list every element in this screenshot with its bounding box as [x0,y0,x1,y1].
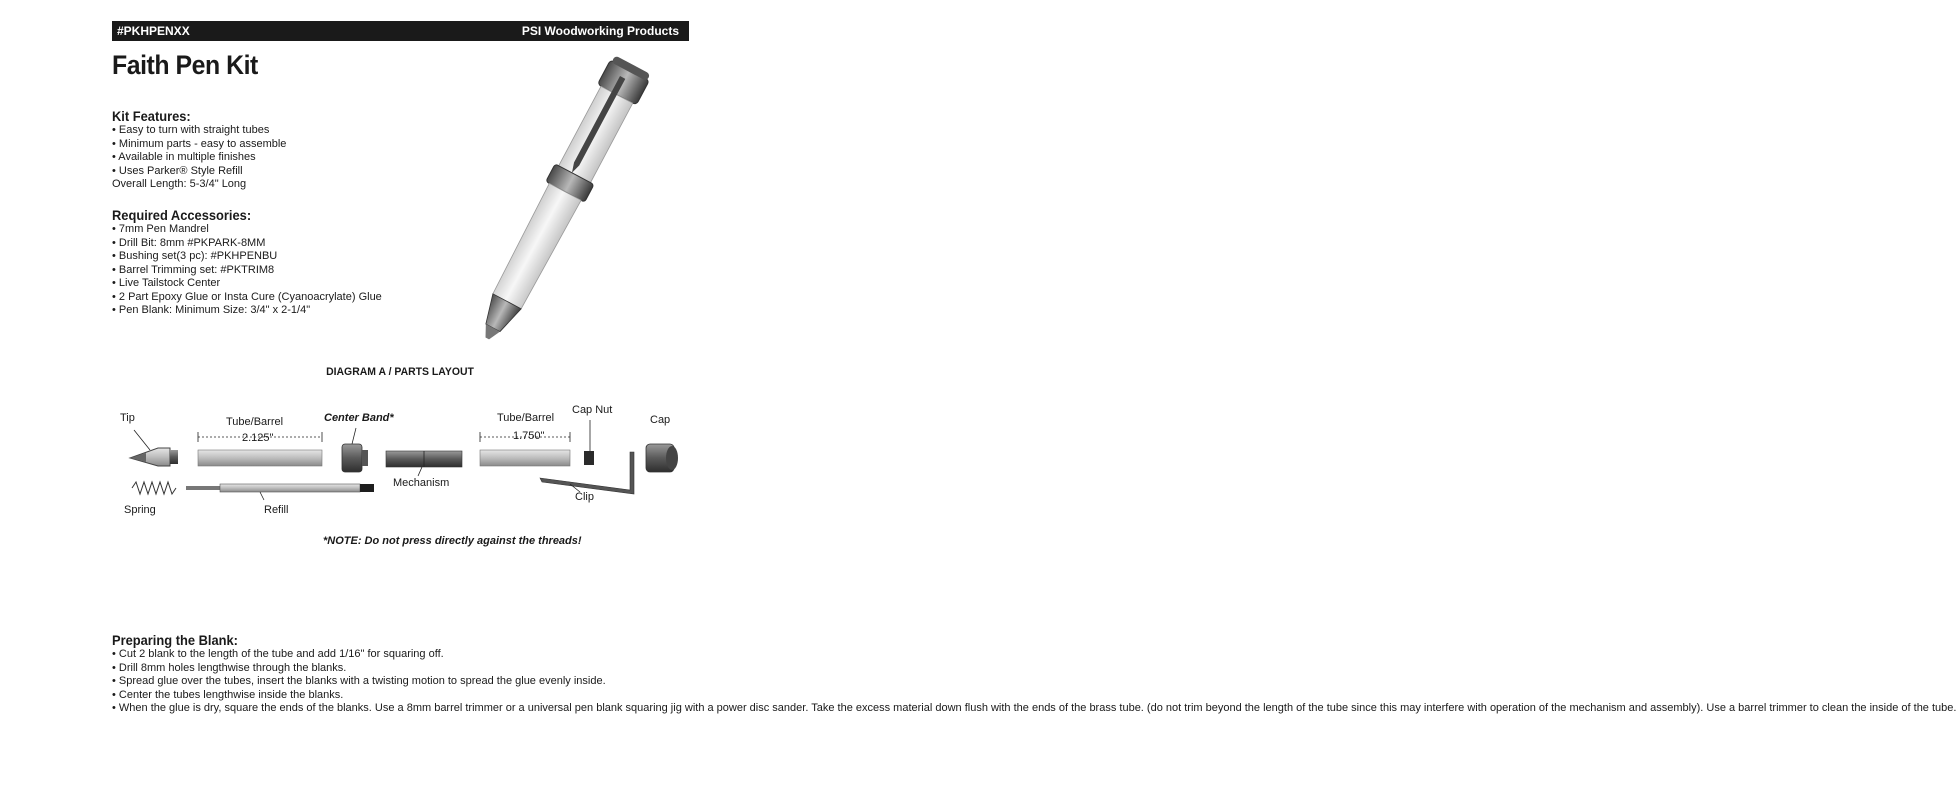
list-item: • Center the tubes lengthwise inside the blanks. [112,688,344,701]
list-item: • Available in multiple finishes [112,151,256,163]
list-item: • Drill Bit: 8mm #PKPARK-8MM [112,236,266,249]
list-item: • 2 Part Epoxy Glue or Insta Cure (Cyanoacrylate) Glue [112,290,382,303]
list-item: • Pen Blank: Minimum Size: 3/4" x 2-1/4" [112,304,311,316]
list-item: • Barrel Trimming set: #PKTRIM8 [112,263,275,276]
label-spring: Spring [124,504,156,516]
list-item: • Easy to turn with straight tubes [112,124,270,136]
brand-name: PSI Woodworking Products [521,24,679,38]
list-item: • 7mm Pen Mandrel [112,223,209,235]
list-item: • Cut 2 blank to the length of the tube and add 1/16" for squaring off. [112,648,444,660]
label-tip: Tip [120,412,135,424]
preparing-list [112,648,1956,716]
kit-features-list [112,124,286,178]
list-item: • Drill 8mm holes lengthwise through the blanks. [112,661,347,674]
label-cap: Cap [650,414,671,426]
assembled-pen-image [420,50,680,350]
label-clip: Clip [575,491,594,503]
list-item: • When the glue is dry, square the ends of the blanks. Use a 8mm barrel trimmer or a universal pen blank squaring jig with a power disc sander. Take the excess material down flush with the ends of the brass tube. (do not trim beyond the length of the tube since this may interfere with operation of the mechanism and assembly). Use a barrel trimmer to clean the inside of the tube. [112,702,1956,714]
product-sku: #PKHPENXX [117,24,190,38]
label-length-2: 1.750" [513,430,545,442]
label-cap-nut: Cap Nut [572,404,613,416]
list-item: • Bushing set(3 pc): #PKHPENBU [112,250,278,262]
required-accessories-heading: Required Accessories: [112,207,252,223]
diagram-note: *NOTE: Do not press directly against the threads! [323,535,582,547]
list-item: • Minimum parts - easy to assemble [112,137,287,150]
label-refill: Refill [264,504,289,516]
label-tube-barrel-1: Tube/Barrel [226,416,284,428]
kit-features-heading: Kit Features: [112,108,191,124]
label-length-1: 2.125" [242,432,274,444]
label-tube-barrel-2: Tube/Barrel [497,412,555,424]
list-item: • Uses Parker® Style Refill [112,164,243,177]
required-accessories-list [112,223,382,318]
diagram-title: DIAGRAM A / PARTS LAYOUT [326,366,474,378]
page-title: Faith Pen Kit [112,50,258,80]
list-item: • Spread glue over the tubes, insert the blanks with a twisting motion to spread the glue evenly inside. [112,675,606,687]
label-center-band: Center Band* [324,412,394,424]
overall-length: Overall Length: 5-3/4" Long [112,178,247,190]
header-bar [112,21,689,41]
label-mechanism: Mechanism [393,477,450,489]
parts-layout-diagram [110,400,700,520]
list-item: • Live Tailstock Center [112,277,221,289]
preparing-heading: Preparing the Blank: [112,632,238,648]
